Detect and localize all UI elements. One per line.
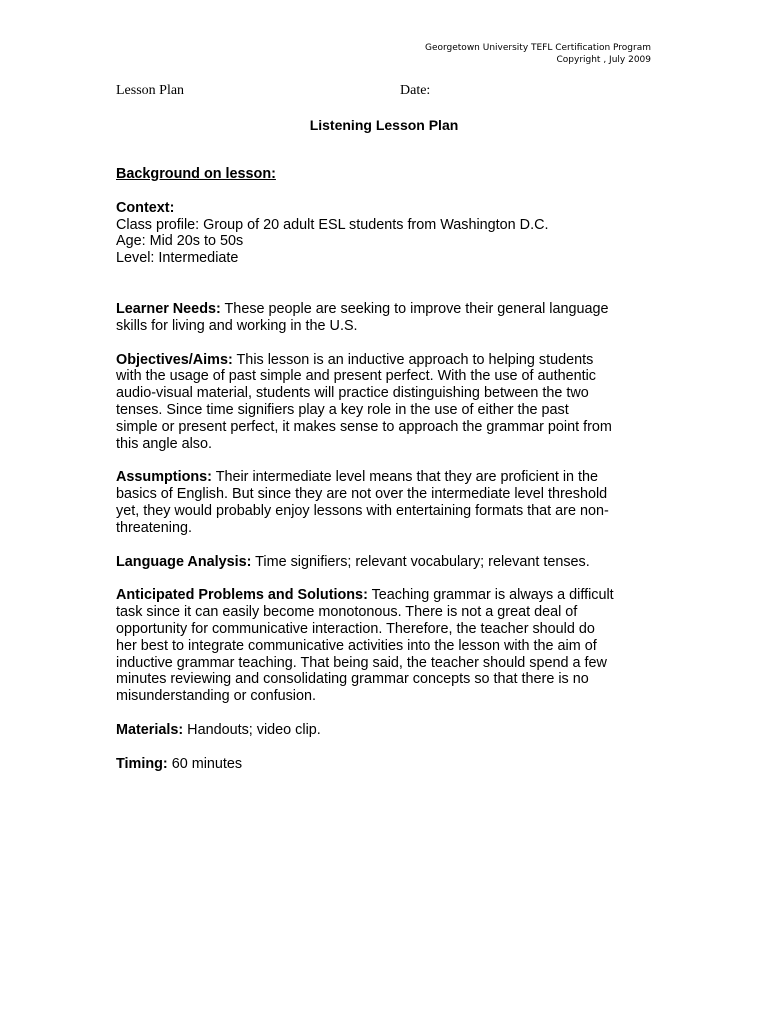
context-heading: Context:: [116, 199, 175, 216]
anticipated-text-2: task since it can easily become monotonous. There is not a great deal of: [116, 604, 578, 621]
assumptions-section: [116, 469, 656, 536]
objectives-label: Objectives/Aims:: [116, 351, 233, 368]
assumptions-text-4: threatening.: [116, 519, 193, 536]
assumptions-label: Assumptions:: [116, 469, 212, 486]
document-title: Listening Lesson Plan: [309, 117, 459, 133]
context-class-profile: Class profile: Group of 20 adult ESL students from Washington D.C.: [116, 216, 549, 233]
objectives-text-4: tenses. Since time signifiers play a key role in the use of either the past: [116, 401, 569, 418]
date-label: Date:: [400, 83, 431, 98]
lesson-plan-label: Lesson Plan: [116, 83, 185, 98]
learner-needs-label: Learner Needs:: [116, 300, 221, 317]
materials-label: Materials:: [116, 721, 184, 738]
materials-section: [116, 722, 656, 739]
context-section: [116, 200, 656, 267]
assumptions-text-3: yet, they would probably enjoy lessons with entertaining formats that are non-: [116, 502, 609, 519]
objectives-text-3: audio-visual material, students will practice distinguishing between the two: [116, 385, 589, 402]
assumptions-text-2: basics of English. But since they are not over the intermediate level threshold: [116, 486, 608, 503]
document-body: [116, 166, 656, 773]
objectives-text-6: this angle also.: [116, 435, 212, 452]
anticipated-text-7: misunderstanding or confusion.: [116, 688, 316, 705]
timing-text: 60 minutes: [167, 755, 243, 772]
objectives-text-5: simple or present perfect, it makes sense to approach the grammar point from: [116, 418, 612, 435]
materials-text: Handouts; video clip.: [183, 721, 321, 738]
objectives-text: This lesson is an inductive approach to helping students: [232, 351, 594, 368]
objectives-section: [116, 352, 656, 453]
anticipated-label: Anticipated Problems and Solutions:: [116, 587, 368, 604]
language-analysis-section: [116, 554, 656, 571]
objectives-text-2: with the usage of past simple and present perfect. With the use of authentic: [116, 368, 596, 385]
context-level: Level: Intermediate: [116, 250, 239, 267]
anticipated-text-6: minutes reviewing and consolidating grammar concepts so that there is no: [116, 671, 589, 688]
timing-label: Timing:: [116, 755, 168, 772]
anticipated-section: [116, 587, 656, 705]
page-header: [425, 42, 651, 66]
language-analysis-label: Language Analysis:: [116, 553, 252, 570]
context-age: Age: Mid 20s to 50s: [116, 233, 244, 250]
header-copyright: Copyright , July 2009: [556, 55, 651, 65]
timing-section: [116, 756, 656, 773]
assumptions-text: Their intermediate level means that they are proficient in the: [211, 469, 599, 486]
anticipated-text-5: inductive grammar teaching. That being said, the teacher should spend a few: [116, 654, 607, 671]
learner-needs-text: These people are seeking to improve their general language: [220, 300, 609, 317]
anticipated-text-3: opportunity for communicative interaction. Therefore, the teacher should do: [116, 620, 595, 637]
learner-needs-text-2: skills for living and working in the U.S.: [116, 317, 358, 334]
language-analysis-text: Time signifiers; relevant vocabulary; relevant tenses.: [251, 553, 590, 570]
header-program: Georgetown University TEFL Certification Program: [424, 43, 651, 53]
lesson-plan-row: [116, 83, 656, 103]
learner-needs-section: [116, 301, 656, 335]
anticipated-text-4: her best to integrate communicative activities into the lesson with the aim of: [116, 637, 597, 654]
background-heading: Background on lesson:: [116, 166, 276, 182]
anticipated-text: Teaching grammar is always a difficult: [367, 587, 614, 604]
